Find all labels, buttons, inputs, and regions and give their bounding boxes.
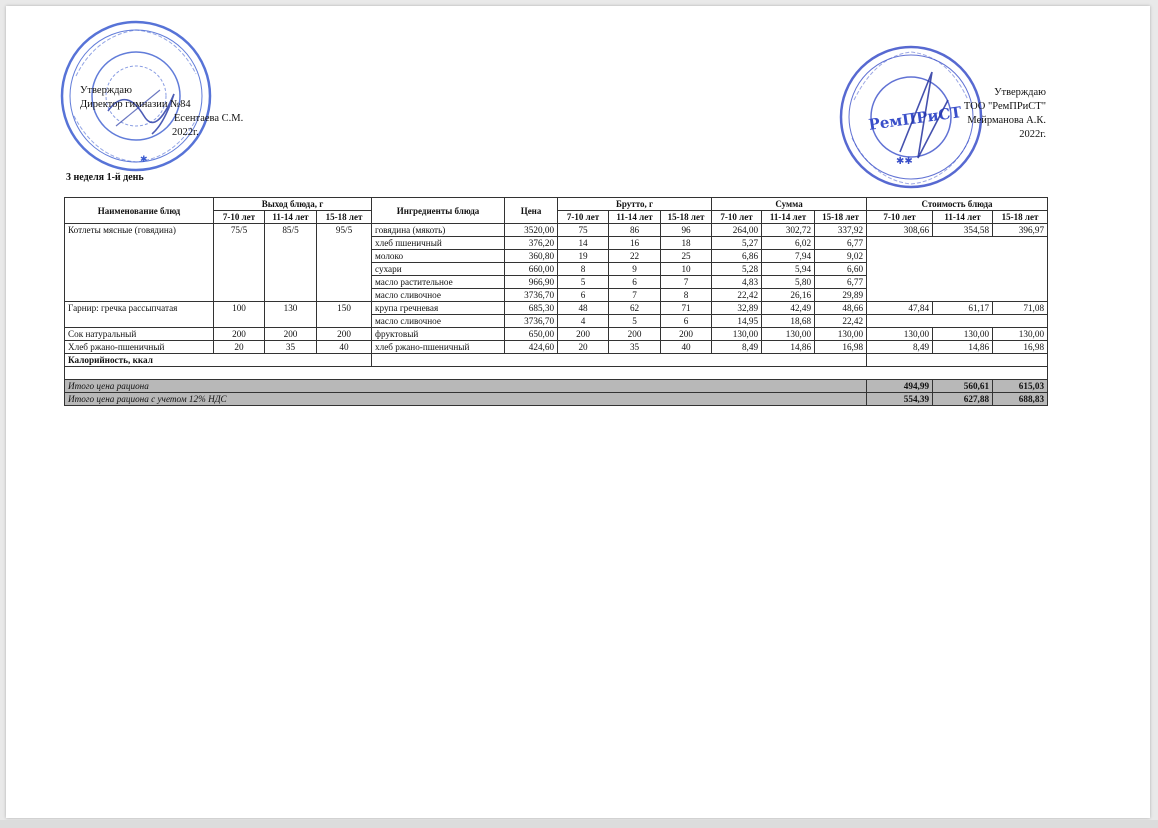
ingredient-name: молоко (372, 250, 505, 263)
sum-value: 5,80 (762, 276, 815, 289)
sum-value: 4,83 (712, 276, 762, 289)
gross-value: 16 (609, 237, 661, 250)
output-value: 100 (214, 302, 265, 328)
sum-value: 130,00 (762, 328, 815, 341)
gross-value: 10 (661, 263, 712, 276)
gross-value: 5 (558, 276, 609, 289)
total-vat-label: Итого цена рациона с учетом 12% НДС (65, 393, 867, 406)
header-output: Выход блюда, г (214, 198, 372, 211)
gross-value: 22 (609, 250, 661, 263)
sum-value: 18,68 (762, 315, 815, 328)
dish-name: Гарнир: гречка рассыпчатая (65, 302, 214, 328)
calories-empty (372, 354, 867, 367)
gross-value: 9 (609, 263, 661, 276)
ingredient-price: 376,20 (505, 237, 558, 250)
svg-text:РемПРиСТ: РемПРиСТ (867, 103, 963, 134)
sum-value: 7,94 (762, 250, 815, 263)
dish-name: Котлеты мясные (говядина) (65, 224, 214, 302)
dish-name: Сок натуральный (65, 328, 214, 341)
output-value: 200 (265, 328, 317, 341)
cost-value: 14,86 (933, 341, 993, 354)
sum-value: 6,02 (762, 237, 815, 250)
gross-value: 48 (558, 302, 609, 315)
cost-value: 71,08 (993, 302, 1048, 315)
output-value: 95/5 (317, 224, 372, 302)
approval-left-position: Директор гимназии №84 (80, 99, 191, 110)
cost-value: 8,49 (867, 341, 933, 354)
blank-cell (65, 367, 1048, 380)
total-row (65, 380, 1048, 393)
ingredient-name: фруктовый (372, 328, 505, 341)
approval-right-title: Утверждаю (994, 87, 1046, 98)
ingredient-price: 3520,00 (505, 224, 558, 237)
header-age: 7-10 лет (214, 211, 265, 224)
header-row-1 (65, 198, 1048, 211)
gross-value: 200 (558, 328, 609, 341)
ingredient-price: 660,00 (505, 263, 558, 276)
ingredient-price: 650,00 (505, 328, 558, 341)
sum-value: 22,42 (815, 315, 867, 328)
sum-value: 6,60 (815, 263, 867, 276)
gross-value: 20 (558, 341, 609, 354)
output-value: 40 (317, 341, 372, 354)
approval-left-person: Есентаева С.М. (174, 113, 244, 124)
ingredient-name: сухари (372, 263, 505, 276)
sum-value: 42,49 (762, 302, 815, 315)
week-day-label: 3 неделя 1-й день (66, 172, 144, 183)
ingredient-name: хлеб ржано-пшеничный (372, 341, 505, 354)
cost-value: 130,00 (867, 328, 933, 341)
gross-value: 8 (661, 289, 712, 302)
header-age: 7-10 лет (558, 211, 609, 224)
gross-value: 200 (661, 328, 712, 341)
output-value: 20 (214, 341, 265, 354)
calories-row (65, 354, 1048, 367)
header-age: 15-18 лет (993, 211, 1048, 224)
gross-value: 6 (558, 289, 609, 302)
cost-value: 130,00 (933, 328, 993, 341)
svg-text:✱: ✱ (140, 155, 148, 165)
sum-value: 14,86 (762, 341, 815, 354)
table-row (65, 328, 1048, 341)
output-value: 75/5 (214, 224, 265, 302)
ingredient-name: масло сливочное (372, 289, 505, 302)
total-vat-value: 627,88 (933, 393, 993, 406)
gross-value: 7 (609, 289, 661, 302)
ingredient-price: 966,90 (505, 276, 558, 289)
gross-value: 14 (558, 237, 609, 250)
total-value: 615,03 (993, 380, 1048, 393)
gross-value: 19 (558, 250, 609, 263)
header-age: 11-14 лет (933, 211, 993, 224)
total-vat-value: 554,39 (867, 393, 933, 406)
calories-empty (867, 354, 1048, 367)
sum-value: 337,92 (815, 224, 867, 237)
header-age: 11-14 лет (609, 211, 661, 224)
sum-value: 9,02 (815, 250, 867, 263)
gross-value: 62 (609, 302, 661, 315)
cost-value: 130,00 (993, 328, 1048, 341)
total-value: 560,61 (933, 380, 993, 393)
ingredient-name: масло растительное (372, 276, 505, 289)
cost-value: 47,84 (867, 302, 933, 315)
approval-right-date: 2022г. (1019, 129, 1046, 140)
approval-block-left (80, 84, 243, 140)
gross-value: 40 (661, 341, 712, 354)
ingredient-name: крупа гречневая (372, 302, 505, 315)
gross-value: 25 (661, 250, 712, 263)
table-row (65, 341, 1048, 354)
output-value: 85/5 (265, 224, 317, 302)
sum-value: 6,77 (815, 276, 867, 289)
gross-value: 71 (661, 302, 712, 315)
total-vat-value: 688,83 (993, 393, 1048, 406)
sum-value: 302,72 (762, 224, 815, 237)
gross-value: 5 (609, 315, 661, 328)
cost-value: 354,58 (933, 224, 993, 237)
total-vat-row (65, 393, 1048, 406)
gross-value: 75 (558, 224, 609, 237)
header-age: 11-14 лет (762, 211, 815, 224)
header-age: 7-10 лет (712, 211, 762, 224)
table-row (65, 302, 1048, 315)
ingredient-price: 360,80 (505, 250, 558, 263)
output-value: 200 (214, 328, 265, 341)
sum-value: 130,00 (815, 328, 867, 341)
blank-row (65, 367, 1048, 380)
ingredient-price: 3736,70 (505, 289, 558, 302)
svg-text:✱✱: ✱✱ (896, 156, 913, 167)
cost-value: 61,17 (933, 302, 993, 315)
sum-value: 48,66 (815, 302, 867, 315)
sum-value: 6,77 (815, 237, 867, 250)
header-cost: Стоимость блюда (867, 198, 1048, 211)
calories-label: Калорийность, ккал (65, 354, 372, 367)
approval-left-title: Утверждаю (80, 85, 132, 96)
sum-value: 14,95 (712, 315, 762, 328)
output-value: 130 (265, 302, 317, 328)
gross-value: 8 (558, 263, 609, 276)
sum-value: 32,89 (712, 302, 762, 315)
empty-cost-cell (867, 237, 1048, 302)
sum-value: 5,28 (712, 263, 762, 276)
cost-value: 16,98 (993, 341, 1048, 354)
header-dish: Наименование блюд (65, 198, 214, 224)
gross-value: 86 (609, 224, 661, 237)
gross-value: 200 (609, 328, 661, 341)
header-age: 15-18 лет (815, 211, 867, 224)
header-price: Цена (505, 198, 558, 224)
cost-value: 396,97 (993, 224, 1048, 237)
empty-cost-cell (867, 315, 1048, 328)
cost-value: 308,66 (867, 224, 933, 237)
gross-value: 4 (558, 315, 609, 328)
output-value: 200 (317, 328, 372, 341)
total-value: 494,99 (867, 380, 933, 393)
header-sum: Сумма (712, 198, 867, 211)
ingredient-name: хлеб пшеничный (372, 237, 505, 250)
sum-value: 5,94 (762, 263, 815, 276)
approval-right-person: Мейрманова А.К. (967, 115, 1046, 126)
gross-value: 35 (609, 341, 661, 354)
gross-value: 6 (609, 276, 661, 289)
header-age: 15-18 лет (661, 211, 712, 224)
header-age: 11-14 лет (265, 211, 317, 224)
ingredient-price: 685,30 (505, 302, 558, 315)
approval-block-right (964, 86, 1046, 142)
total-label: Итого цена рациона (65, 380, 867, 393)
header-ingredients: Ингредиенты блюда (372, 198, 505, 224)
header-gross: Брутто, г (558, 198, 712, 211)
ingredient-name: говядина (мякоть) (372, 224, 505, 237)
ingredient-price: 424,60 (505, 341, 558, 354)
gross-value: 7 (661, 276, 712, 289)
sum-value: 26,16 (762, 289, 815, 302)
output-value: 35 (265, 341, 317, 354)
dish-name: Хлеб ржано-пшеничный (65, 341, 214, 354)
menu-cost-table (64, 197, 1048, 406)
approval-right-org: ТОО "РемПРиСТ" (963, 101, 1046, 112)
approval-left-date: 2022г. (172, 127, 199, 138)
sum-value: 130,00 (712, 328, 762, 341)
sum-value: 264,00 (712, 224, 762, 237)
table-row (65, 224, 1048, 237)
header-age: 7-10 лет (867, 211, 933, 224)
sum-value: 6,86 (712, 250, 762, 263)
gross-value: 6 (661, 315, 712, 328)
header-age: 15-18 лет (317, 211, 372, 224)
sum-value: 16,98 (815, 341, 867, 354)
gross-value: 18 (661, 237, 712, 250)
ingredient-name: масло сливочное (372, 315, 505, 328)
page-bottom-edge (0, 820, 1158, 828)
sum-value: 8,49 (712, 341, 762, 354)
sum-value: 29,89 (815, 289, 867, 302)
gross-value: 96 (661, 224, 712, 237)
sum-value: 5,27 (712, 237, 762, 250)
output-value: 150 (317, 302, 372, 328)
ingredient-price: 3736,70 (505, 315, 558, 328)
sum-value: 22,42 (712, 289, 762, 302)
